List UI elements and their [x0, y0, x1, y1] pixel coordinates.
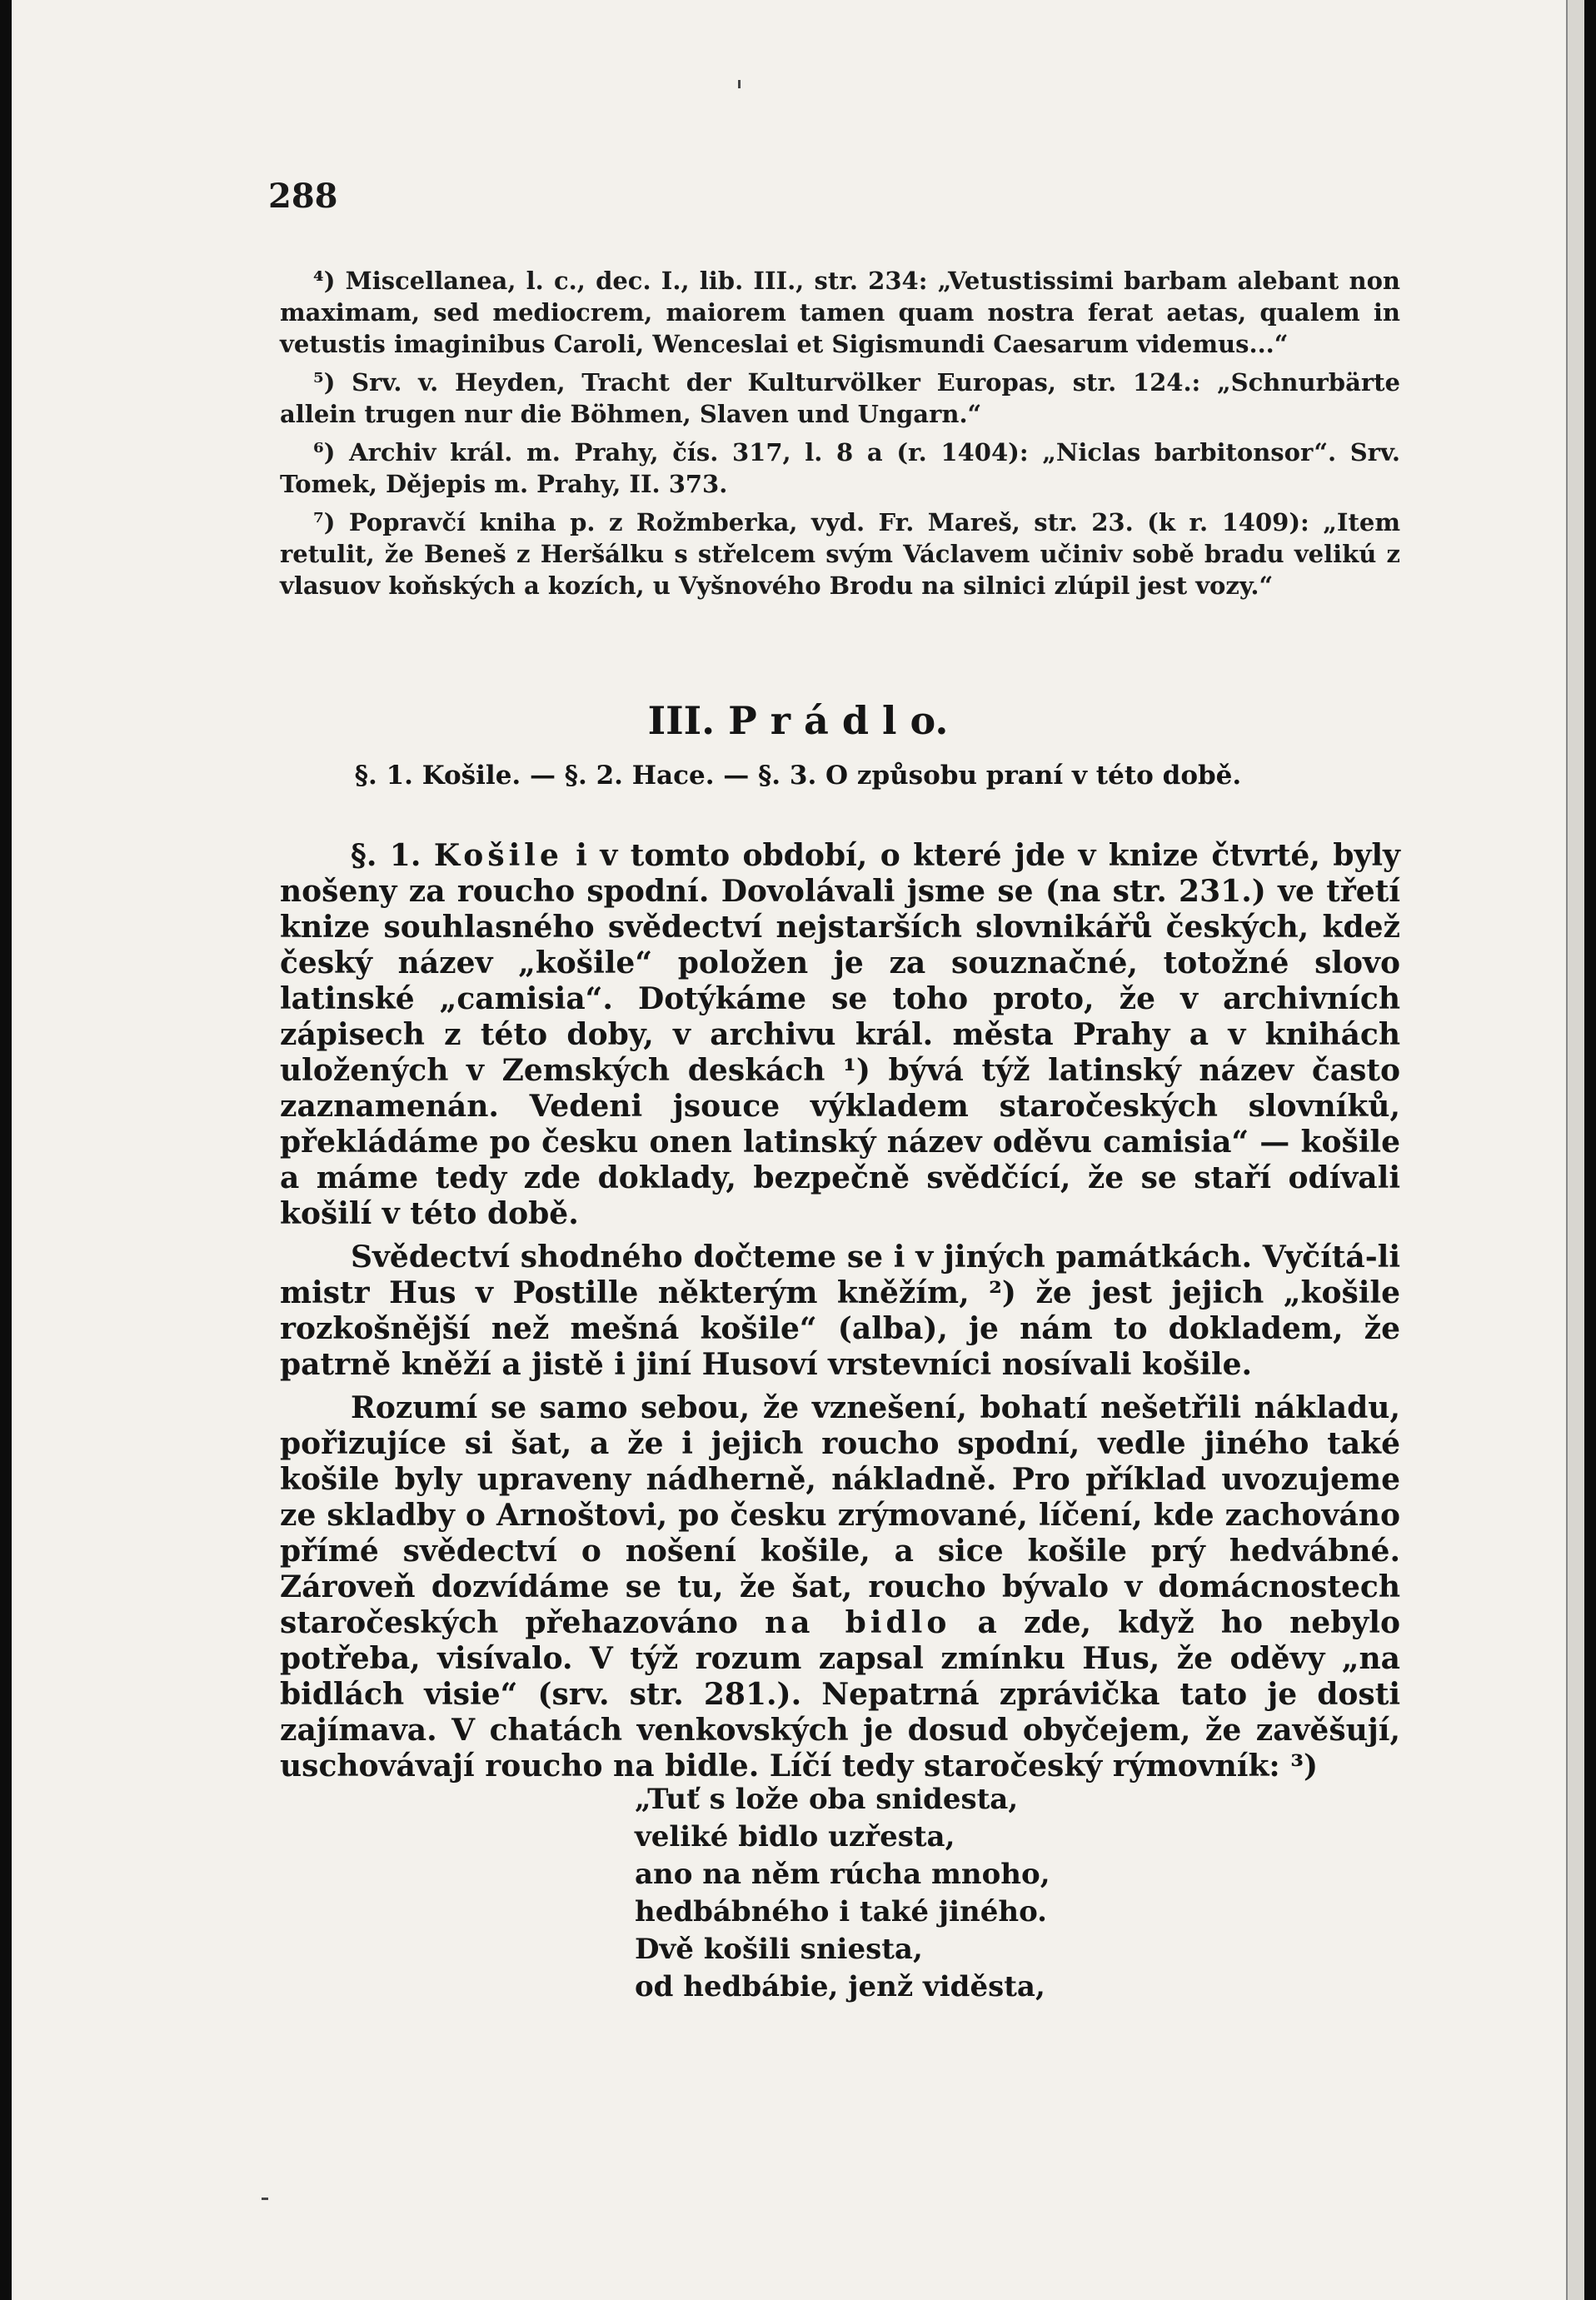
paragraph-1	[280, 838, 1400, 1232]
verse-line: „Tuť s lože oba snidesta,	[635, 1783, 1019, 1816]
scan-speck	[262, 2198, 268, 2200]
footnotes	[280, 265, 1400, 608]
book-page	[12, 0, 1584, 2300]
emphasis-kosile: Košile	[433, 838, 563, 873]
paragraph-3-text-b: a zde, když ho nebylo potřeba, visívalo. V týž rozum zapsal zmínku Hus, že oděvy „na bidlách visie“ (srv. str. 281.). Nepatrná zprávička tato je dosti zajímava. V chatách venkovských je dosud obyčejem, že zavěšují, uschovávají roucho na bidle. Líčí tedy staročeský rýmovník: ³)	[280, 1605, 1400, 1784]
verse-quote	[635, 1781, 1050, 2006]
paragraph-1-text: i v tomto období, o které jde v knize čtvrté, byly nošeny za roucho spodní. Dovolávali jsme se (na str. 231.) ve třetí knize souhlasného svědectví nejstarších slovnikářů českých, kdež český název „košile“ položen je za souznačné, totožné slovo latinské „camisia“. Dotýkáme se toho proto, že v archivních zápisech z této doby, v archivu král. města Prahy a v knihách uložených v Zemských deskách ¹) bývá týž latinský název často zaznamenán. Vedeni jsouce výkladem staročeských slovníků, překládáme po česku onen latinský název oděvu camisia“ — košile a máme tedy zde doklady, bezpečně svědčící, že se staří odívali košilí v této době.	[280, 838, 1400, 1231]
footnote-7: ⁷) Popravčí kniha p. z Rožmberka, vyd. Fr. Mareš, str. 23. (k r. 1409): „Item retulit, že Beneš z Heršálku s střelcem svým Václavem učiniv sobě bradu velikú z vlasuov koňských a kozích, u Vyšnového Brodu na silnici zlúpil jest vozy.“	[280, 508, 1400, 600]
footnote-4: ⁴) Miscellanea, l. c., dec. I., lib. III., str. 234: „Vetustissimi barbam alebant non maximam, sed mediocrem, maiorem tamen quam nostra ferat aetas, qualem in vetustis imaginibus Caroli, Wenceslai et Sigismundi Caesarum videmus...“	[280, 267, 1400, 358]
page-number: 288	[268, 177, 338, 216]
paragraph-2: Svědectví shodného dočteme se i v jiných památkách. Vyčítá-li mistr Hus v Postille některým kněžím, ²) že jest jejich „košile rozkošnější než mešná košile“ (alba), je nám to dokladem, že patrně kněží a jistě i jiní Husoví vrstevníci nosívali košile.	[280, 1240, 1400, 1382]
scan-speck	[738, 80, 741, 88]
footnote-6: ⁶) Archiv král. m. Prahy, čís. 317, l. 8 a (r. 1404): „Niclas barbitonsor“. Srv. Tomek, Dějepis m. Prahy, II. 373.	[280, 438, 1400, 498]
section-mark: §. 1.	[351, 838, 421, 873]
paragraph-3	[280, 1390, 1400, 1784]
verse-line: hedbábného i také jiného.	[635, 1895, 1048, 1928]
verse-line: veliké bidlo uzřesta,	[635, 1820, 955, 1853]
footnote-5: ⁵) Srv. v. Heyden, Tracht der Kulturvölker Europas, str. 124.: „Schnurbärte allein trugen nur die Böhmen, Slaven und Ungarn.“	[280, 368, 1400, 428]
verse-line: Dvě košili sniesta,	[635, 1933, 923, 1966]
verse-line: od hedbábie, jenž viděsta,	[635, 1970, 1045, 2003]
chapter-sections: §. 1. Košile. — §. 2. Hace. — §. 3. O způsobu praní v této době.	[354, 761, 1242, 791]
adjacent-page-edge	[1566, 0, 1584, 2300]
paragraph-3-text-a: Rozumí se samo sebou, že vznešení, bohatí nešetřili nákladu, pořizujíce si šat, a že i jejich roucho spodní, vedle jiného také košile byly upraveny nádherně, nákladně. Pro příklad uvozujeme ze skladby o Arnoštovi, po česku zrýmované, líčení, kde zachováno přímé svědectví o nošení košile, a sice košile prý hedvábné. Zároveň dozvídáme se tu, že šat, roucho bývalo v domácnostech staročeských přehazováno	[280, 1390, 1400, 1640]
verse-line: ano na něm rúcha mnoho,	[635, 1858, 1050, 1891]
chapter-title: III. P r á d l o.	[647, 698, 949, 743]
body-text	[280, 838, 1400, 1792]
emphasis-na-bidlo: na bidlo	[764, 1605, 951, 1640]
